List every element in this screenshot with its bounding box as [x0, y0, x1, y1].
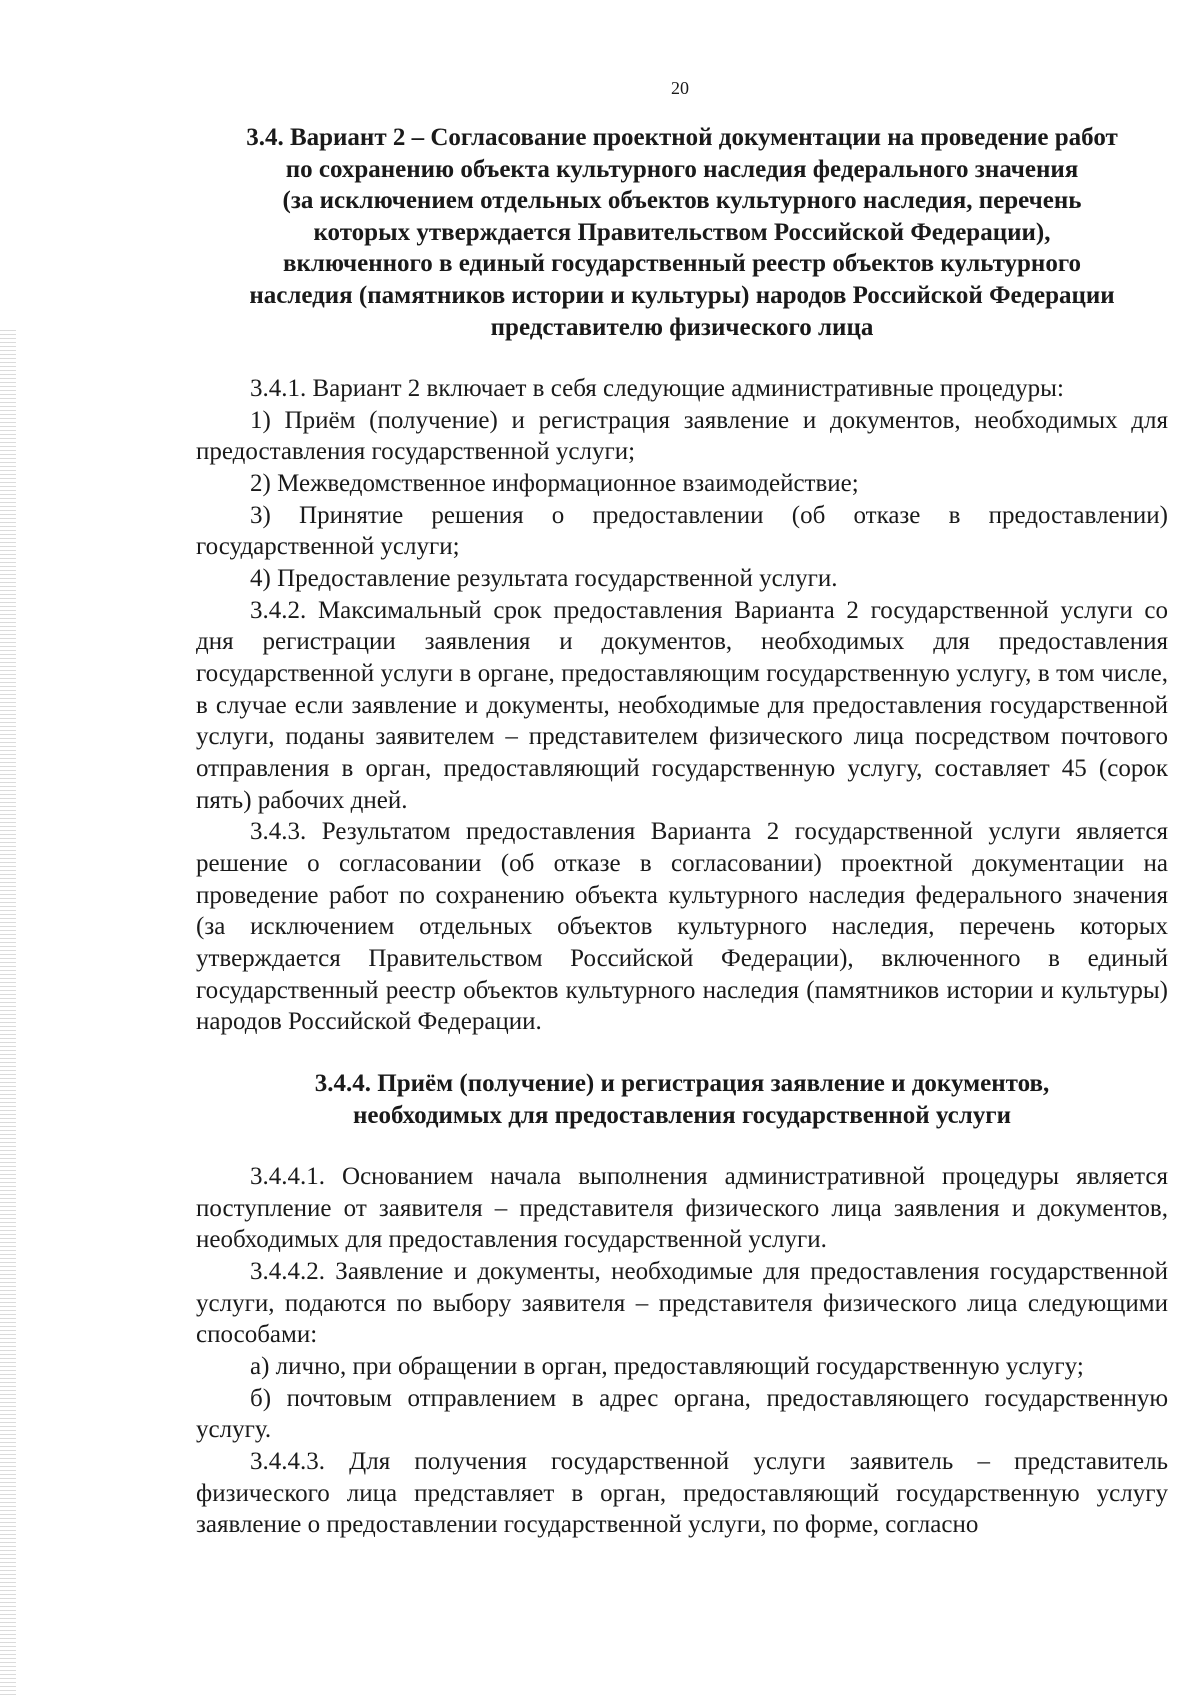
paragraph-3-4-4-3: 3.4.4.3. Для получения государственной услуги заявитель – представитель физического лица представляет в орган, предоставляющий государственную услугу заявление о предоставлении государственной услуги, по форме, согласно	[196, 1448, 1168, 1539]
section-heading-line: (за исключением отдельных объектов культурного наследия, перечень	[282, 187, 1082, 215]
section-heading-line: представителю физического лица	[490, 313, 874, 341]
subsection-heading-line: необходимых для предоставления государственной услуги	[353, 1101, 1011, 1129]
list-item-procedure-3: 3) Принятие решения о предоставлении (об отказе в предоставлении) государственной услуги;	[196, 501, 1168, 561]
section-heading-line: которых утверждается Правительством Российской Федерации),	[313, 218, 1051, 246]
section-heading-line: 3.4. Вариант 2 – Согласование проектной документации на проведение работ	[246, 124, 1118, 151]
list-item-method-b: б) почтовым отправлением в адрес органа, предоставляющего государственную услугу.	[196, 1384, 1168, 1444]
list-item-method-a: а) лично, при обращении в орган, предоставляющий государственную услугу;	[250, 1353, 1084, 1381]
scan-binding-edge	[0, 330, 16, 1697]
page-number: 20	[671, 78, 689, 98]
section-heading-line: включенного в единый государственный реестр объектов культурного	[282, 250, 1082, 278]
section-heading-line: по сохранению объекта культурного наследия федерального значения	[285, 155, 1079, 183]
list-item-procedure-1: 1) Приём (получение) и регистрация заявление и документов, необходимых для предоставления государственной услуги;	[196, 406, 1168, 466]
list-item-procedure-2: 2) Межведомственное информационное взаимодействие;	[250, 470, 859, 498]
list-item-procedure-4: 4) Предоставление результата государственной услуги.	[250, 565, 838, 593]
paragraph-3-4-3: 3.4.3. Результатом предоставления Варианта 2 государственной услуги является решение о согласовании (об отказе в согласовании) проектной документации на проведение работ по сохранению объекта культурного наследия федерального значения (за исключением отдельных объектов культурного наследия, перечень которых утверждается Правительством Российской Федерации), включенного в единый государственный реестр объектов культурного наследия (памятников истории и культуры) народов Российской Федерации.	[196, 818, 1168, 1036]
section-heading	[196, 122, 1168, 343]
section-heading-line: наследия (памятников истории и культуры) народов Российской Федерации	[249, 281, 1115, 309]
document-body	[196, 122, 1168, 1541]
subsection-heading-line: 3.4.4. Приём (получение) и регистрация заявление и документов,	[314, 1069, 1050, 1097]
paragraph-3-4-4-1: 3.4.4.1. Основанием начала выполнения административной процедуры является поступление от заявителя – представителя физического лица заявления и документов, необходимых для предоставления государственной услуги.	[196, 1163, 1168, 1254]
paragraph-3-4-4-2: 3.4.4.2. Заявление и документы, необходимые для предоставления государственной услуги, подаются по выбору заявителя – представителя физического лица следующими способами:	[196, 1258, 1168, 1349]
subsection-heading	[196, 1068, 1168, 1131]
paragraph-3-4-1: 3.4.1. Вариант 2 включает в себя следующие административные процедуры:	[250, 375, 1064, 403]
paragraph-3-4-2: 3.4.2. Максимальный срок предоставления Варианта 2 государственной услуги со дня регистрации заявления и документов, необходимых для предоставления государственной услуги в органе, предоставляющим государственную услугу, в том числе, в случае если заявление и документы, необходимые для предоставления государственной услуги, поданы заявителем – представителем физического лица посредством почтового отправления в орган, предоставляющий государственную услугу, составляет 45 (сорок пять) рабочих дней.	[196, 596, 1168, 814]
